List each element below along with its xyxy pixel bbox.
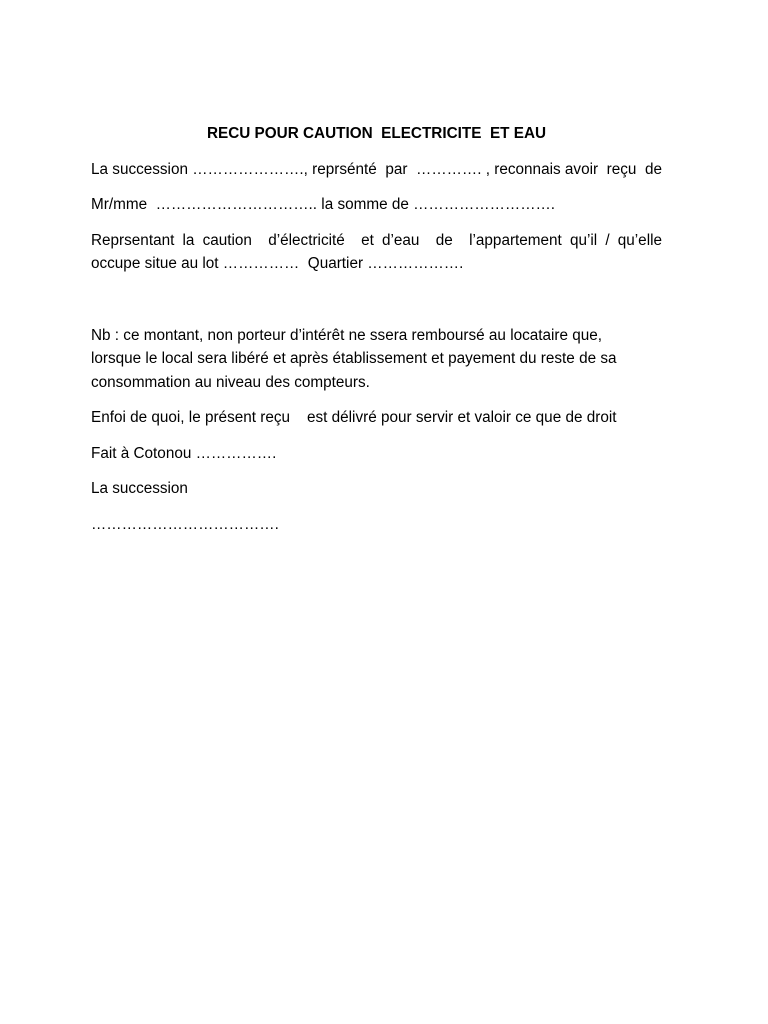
succession-line: La succession …………………., reprsénté par …………. , reconnais avoir reçu de xyxy=(91,160,662,178)
enfoi-line: Enfoi de quoi, le présent reçu est délivré pour servir et valoir ce que de droit xyxy=(91,409,617,426)
paragraph-caution xyxy=(91,229,662,276)
note-line-1: Nb : ce montant, non porteur d’intérêt ne ssera remboursé au locataire que, xyxy=(91,326,603,344)
signature-dots: ………………………………. xyxy=(91,515,279,533)
caution-line-2: occupe situe au lot …………… Quartier ………………. xyxy=(91,255,464,272)
note-line-2: lorsque le local sera libéré et après établissement et payement du reste de sa xyxy=(91,350,617,367)
paragraph-succession xyxy=(91,158,662,182)
caution-line-1: Reprsentant la caution d’électricité et d’eau de l’appartement qu’il / qu’elle xyxy=(91,231,662,249)
paragraph-note xyxy=(91,324,662,395)
paragraph-place xyxy=(91,442,662,466)
paragraph-amount xyxy=(91,193,662,217)
document-body xyxy=(91,122,662,548)
paragraph-signature-label xyxy=(91,477,662,501)
amount-line: Mr/mme ………………………….. la somme de ………………………. xyxy=(91,196,556,213)
signature-label: La succession xyxy=(91,480,188,497)
note-line-3: consommation au niveau des compteurs. xyxy=(91,373,370,391)
blank-space xyxy=(91,288,662,324)
place-line: Fait à Cotonou ……………. xyxy=(91,444,277,462)
document-title: RECU POUR CAUTION ELECTRICITE ET EAU xyxy=(206,125,547,142)
paragraph-signature-line xyxy=(91,513,662,537)
paragraph-enfoi xyxy=(91,406,662,430)
